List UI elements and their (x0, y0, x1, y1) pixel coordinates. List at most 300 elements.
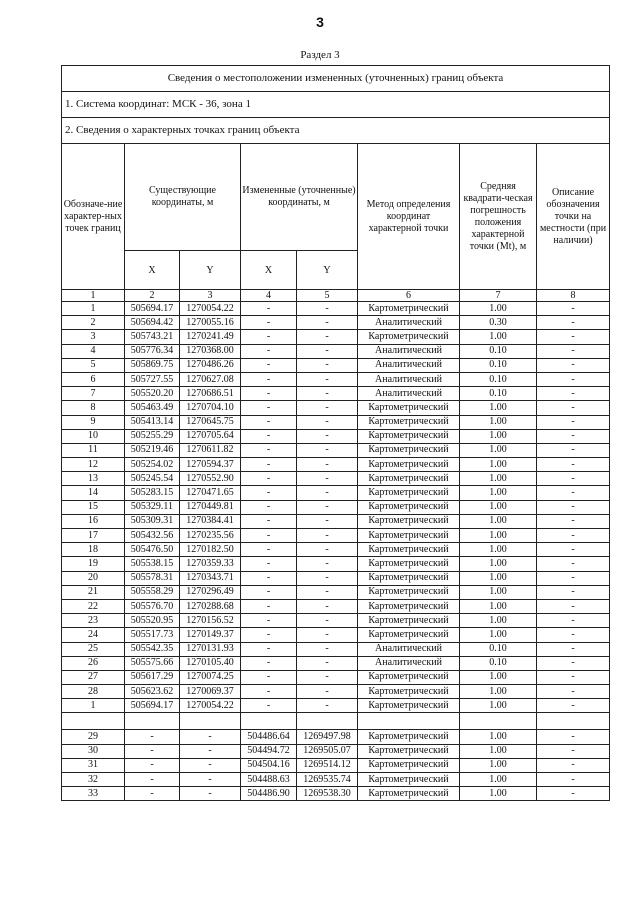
table-row (62, 330, 610, 344)
changed-x-cell: - (241, 699, 297, 713)
changed-y-cell: - (297, 401, 358, 415)
changed-x-cell: - (241, 486, 297, 500)
column-number: 3 (180, 290, 241, 302)
coordinate-system: 1. Система координат: МСК - 36, зона 1 (62, 92, 610, 118)
changed-x-cell: - (241, 656, 297, 670)
table-row (62, 472, 610, 486)
changed-x-cell: - (241, 557, 297, 571)
existing-x-cell: 505255.29 (125, 429, 180, 443)
existing-x-cell: 505520.20 (125, 387, 180, 401)
header-changed-coords: Измененные (уточненные) координаты, м (241, 144, 358, 251)
changed-y-cell: - (297, 429, 358, 443)
accuracy-cell: 1.00 (460, 614, 537, 628)
changed-y-cell: - (297, 628, 358, 642)
existing-y-cell: 1270054.22 (180, 302, 241, 316)
point-number-cell: 23 (62, 614, 125, 628)
point-number-cell: 30 (62, 744, 125, 758)
changed-x-cell: - (241, 330, 297, 344)
changed-x-cell: 504486.90 (241, 787, 297, 801)
changed-x-cell: - (241, 685, 297, 699)
changed-y-cell: - (297, 302, 358, 316)
method-cell: Картометрический (358, 773, 460, 787)
changed-x-cell: - (241, 344, 297, 358)
existing-x-cell: 505219.46 (125, 443, 180, 457)
description-cell: - (537, 773, 610, 787)
existing-x-cell: 505329.11 (125, 500, 180, 514)
method-cell: Картометрический (358, 543, 460, 557)
point-number-cell: 11 (62, 443, 125, 457)
existing-x-cell: 505245.54 (125, 472, 180, 486)
changed-x-cell: - (241, 514, 297, 528)
existing-x-cell: 505776.34 (125, 344, 180, 358)
accuracy-cell: 1.00 (460, 585, 537, 599)
existing-y-cell: 1270343.71 (180, 571, 241, 585)
existing-y-cell: 1270156.52 (180, 614, 241, 628)
description-cell: - (537, 429, 610, 443)
description-cell: - (537, 443, 610, 457)
empty-cell (62, 713, 125, 730)
changed-x-cell: 504504.16 (241, 758, 297, 772)
existing-x-cell: 505576.70 (125, 599, 180, 613)
table-row (62, 599, 610, 613)
method-cell: Картометрический (358, 500, 460, 514)
empty-cell (297, 713, 358, 730)
method-cell: Картометрический (358, 787, 460, 801)
existing-x-cell: 505476.50 (125, 543, 180, 557)
accuracy-cell: 1.00 (460, 514, 537, 528)
description-cell: - (537, 387, 610, 401)
point-number-cell: 25 (62, 642, 125, 656)
point-number-cell: 32 (62, 773, 125, 787)
table-row (62, 543, 610, 557)
empty-cell (358, 713, 460, 730)
accuracy-cell: 1.00 (460, 429, 537, 443)
points-heading: 2. Сведения о характерных точках границ объекта (62, 118, 610, 144)
changed-x-cell: - (241, 599, 297, 613)
existing-x-cell: - (125, 730, 180, 744)
column-number: 8 (537, 290, 610, 302)
table-row (62, 628, 610, 642)
existing-y-cell: 1270552.90 (180, 472, 241, 486)
description-cell: - (537, 585, 610, 599)
description-cell: - (537, 543, 610, 557)
accuracy-cell: 1.00 (460, 744, 537, 758)
changed-y-cell: - (297, 571, 358, 585)
existing-x-cell: 505575.66 (125, 656, 180, 670)
header-existing-y: Y (180, 251, 241, 290)
description-cell: - (537, 458, 610, 472)
method-cell: Аналитический (358, 372, 460, 386)
description-cell: - (537, 344, 610, 358)
changed-y-cell: 1269505.07 (297, 744, 358, 758)
existing-x-cell: 505413.14 (125, 415, 180, 429)
table-row (62, 302, 610, 316)
method-cell: Картометрический (358, 557, 460, 571)
existing-y-cell: 1270359.33 (180, 557, 241, 571)
table-row (62, 529, 610, 543)
accuracy-cell: 0.10 (460, 358, 537, 372)
point-number-cell: 31 (62, 758, 125, 772)
method-cell: Картометрический (358, 730, 460, 744)
table-row (62, 401, 610, 415)
changed-y-cell: 1269538.30 (297, 787, 358, 801)
description-cell: - (537, 599, 610, 613)
existing-x-cell: - (125, 787, 180, 801)
section-label: Раздел 3 (300, 49, 340, 61)
existing-y-cell: 1270131.93 (180, 642, 241, 656)
description-cell: - (537, 529, 610, 543)
description-cell: - (537, 656, 610, 670)
table-row (62, 557, 610, 571)
separator-row (62, 713, 610, 730)
changed-y-cell: - (297, 656, 358, 670)
empty-cell (180, 713, 241, 730)
method-cell: Картометрический (358, 628, 460, 642)
table-row (62, 514, 610, 528)
description-cell: - (537, 699, 610, 713)
changed-x-cell: - (241, 670, 297, 684)
description-cell: - (537, 758, 610, 772)
accuracy-cell: 0.10 (460, 387, 537, 401)
changed-x-cell: - (241, 401, 297, 415)
point-number-cell: 13 (62, 472, 125, 486)
existing-y-cell: - (180, 787, 241, 801)
description-cell: - (537, 302, 610, 316)
table-row (62, 316, 610, 330)
changed-x-cell: 504494.72 (241, 744, 297, 758)
changed-y-cell: - (297, 443, 358, 457)
accuracy-cell: 1.00 (460, 730, 537, 744)
changed-x-cell: 504486.64 (241, 730, 297, 744)
existing-y-cell: 1270384.41 (180, 514, 241, 528)
accuracy-cell: 0.30 (460, 316, 537, 330)
existing-y-cell: 1270074.25 (180, 670, 241, 684)
method-cell: Картометрический (358, 514, 460, 528)
changed-y-cell: - (297, 344, 358, 358)
point-number-cell: 5 (62, 358, 125, 372)
table-row (62, 443, 610, 457)
header-existing-coords: Существующие координаты, м (125, 144, 241, 251)
existing-y-cell: 1270449.81 (180, 500, 241, 514)
method-cell: Аналитический (358, 642, 460, 656)
changed-y-cell: - (297, 458, 358, 472)
point-number-cell: 2 (62, 316, 125, 330)
accuracy-cell: 1.00 (460, 685, 537, 699)
changed-y-cell: - (297, 415, 358, 429)
existing-x-cell: 505463.49 (125, 401, 180, 415)
accuracy-cell: 1.00 (460, 401, 537, 415)
existing-y-cell: - (180, 730, 241, 744)
point-number-cell: 1 (62, 699, 125, 713)
accuracy-cell: 1.00 (460, 500, 537, 514)
page-number: 3 (316, 14, 324, 30)
method-cell: Картометрический (358, 415, 460, 429)
existing-x-cell: - (125, 744, 180, 758)
existing-y-cell: 1270241.49 (180, 330, 241, 344)
table-row (62, 787, 610, 801)
changed-y-cell: - (297, 699, 358, 713)
table-row (62, 372, 610, 386)
existing-x-cell: 505520.95 (125, 614, 180, 628)
header-method: Метод определения координат характерной точки (358, 144, 460, 290)
point-number-cell: 20 (62, 571, 125, 585)
method-cell: Аналитический (358, 358, 460, 372)
existing-x-cell: 505694.17 (125, 302, 180, 316)
point-number-cell: 1 (62, 302, 125, 316)
existing-y-cell: 1270235.56 (180, 529, 241, 543)
changed-x-cell: - (241, 571, 297, 585)
description-cell: - (537, 500, 610, 514)
header-description: Описание обозначения точки на местности (при наличии) (537, 144, 610, 290)
table-row (62, 500, 610, 514)
description-cell: - (537, 472, 610, 486)
accuracy-cell: 0.10 (460, 344, 537, 358)
method-cell: Картометрический (358, 472, 460, 486)
changed-x-cell: - (241, 585, 297, 599)
empty-cell (460, 713, 537, 730)
point-number-cell: 29 (62, 730, 125, 744)
changed-y-cell: - (297, 387, 358, 401)
changed-x-cell: - (241, 302, 297, 316)
method-cell: Картометрический (358, 401, 460, 415)
accuracy-cell: 1.00 (460, 670, 537, 684)
column-number: 2 (125, 290, 180, 302)
accuracy-cell: 1.00 (460, 415, 537, 429)
table-row (62, 585, 610, 599)
method-cell: Картометрический (358, 685, 460, 699)
method-cell: Аналитический (358, 316, 460, 330)
accuracy-cell: 1.00 (460, 529, 537, 543)
point-number-cell: 4 (62, 344, 125, 358)
empty-cell (537, 713, 610, 730)
method-cell: Картометрический (358, 585, 460, 599)
table-row (62, 429, 610, 443)
accuracy-cell: 1.00 (460, 557, 537, 571)
changed-y-cell: - (297, 543, 358, 557)
method-cell: Картометрический (358, 571, 460, 585)
existing-y-cell: - (180, 744, 241, 758)
changed-y-cell: - (297, 557, 358, 571)
existing-y-cell: 1270471.65 (180, 486, 241, 500)
changed-x-cell: - (241, 642, 297, 656)
changed-y-cell: - (297, 514, 358, 528)
table-row (62, 387, 610, 401)
method-cell: Картометрический (358, 486, 460, 500)
existing-y-cell: 1270105.40 (180, 656, 241, 670)
existing-x-cell: 505432.56 (125, 529, 180, 543)
header-changed-y: Y (297, 251, 358, 290)
description-cell: - (537, 614, 610, 628)
column-number: 5 (297, 290, 358, 302)
header-existing-x: X (125, 251, 180, 290)
method-cell: Картометрический (358, 429, 460, 443)
changed-x-cell: - (241, 543, 297, 557)
header-designation: Обозначе-ние характер-ных точек границ (62, 144, 125, 290)
point-number-cell: 14 (62, 486, 125, 500)
table-row (62, 358, 610, 372)
changed-y-cell: - (297, 500, 358, 514)
accuracy-cell: 1.00 (460, 571, 537, 585)
description-cell: - (537, 358, 610, 372)
existing-y-cell: 1270704.10 (180, 401, 241, 415)
changed-y-cell: - (297, 486, 358, 500)
point-number-cell: 6 (62, 372, 125, 386)
point-number-cell: 33 (62, 787, 125, 801)
existing-y-cell: - (180, 758, 241, 772)
table-row (62, 656, 610, 670)
existing-y-cell: 1270705.64 (180, 429, 241, 443)
method-cell: Картометрический (358, 744, 460, 758)
description-cell: - (537, 372, 610, 386)
point-number-cell: 21 (62, 585, 125, 599)
existing-x-cell: 505283.15 (125, 486, 180, 500)
existing-y-cell: 1270486.26 (180, 358, 241, 372)
existing-y-cell: 1270627.08 (180, 372, 241, 386)
empty-cell (125, 713, 180, 730)
point-number-cell: 12 (62, 458, 125, 472)
table-row (62, 744, 610, 758)
changed-x-cell: - (241, 429, 297, 443)
table-row (62, 773, 610, 787)
changed-y-cell: - (297, 585, 358, 599)
existing-x-cell: 505517.73 (125, 628, 180, 642)
existing-y-cell: 1270296.49 (180, 585, 241, 599)
method-cell: Аналитический (358, 656, 460, 670)
existing-x-cell: - (125, 773, 180, 787)
table-row (62, 614, 610, 628)
existing-x-cell: 505558.29 (125, 585, 180, 599)
method-cell: Аналитический (358, 344, 460, 358)
point-number-cell: 3 (62, 330, 125, 344)
table-row (62, 571, 610, 585)
header-changed-x: X (241, 251, 297, 290)
accuracy-cell: 1.00 (460, 330, 537, 344)
existing-x-cell: 505254.02 (125, 458, 180, 472)
existing-x-cell: 505538.15 (125, 557, 180, 571)
point-number-cell: 15 (62, 500, 125, 514)
accuracy-cell: 0.10 (460, 372, 537, 386)
changed-y-cell: 1269535.74 (297, 773, 358, 787)
changed-x-cell: 504488.63 (241, 773, 297, 787)
existing-x-cell: 505727.55 (125, 372, 180, 386)
method-cell: Картометрический (358, 458, 460, 472)
existing-y-cell: 1270288.68 (180, 599, 241, 613)
table-row (62, 486, 610, 500)
method-cell: Аналитический (358, 387, 460, 401)
accuracy-cell: 1.00 (460, 773, 537, 787)
existing-x-cell: 505869.75 (125, 358, 180, 372)
point-number-cell: 18 (62, 543, 125, 557)
existing-x-cell: 505694.17 (125, 699, 180, 713)
existing-y-cell: 1270069.37 (180, 685, 241, 699)
empty-cell (241, 713, 297, 730)
accuracy-cell: 1.00 (460, 699, 537, 713)
existing-y-cell: 1270182.50 (180, 543, 241, 557)
point-number-cell: 9 (62, 415, 125, 429)
description-cell: - (537, 401, 610, 415)
accuracy-cell: 1.00 (460, 599, 537, 613)
table-title: Сведения о местоположении измененных (уточненных) границ объекта (62, 66, 610, 92)
point-number-cell: 27 (62, 670, 125, 684)
existing-y-cell: 1270645.75 (180, 415, 241, 429)
changed-y-cell: - (297, 685, 358, 699)
table-row (62, 685, 610, 699)
existing-y-cell: 1270368.00 (180, 344, 241, 358)
method-cell: Картометрический (358, 443, 460, 457)
table-row (62, 730, 610, 744)
description-cell: - (537, 730, 610, 744)
existing-x-cell: - (125, 758, 180, 772)
point-number-cell: 22 (62, 599, 125, 613)
existing-x-cell: 505694.42 (125, 316, 180, 330)
existing-x-cell: 505309.31 (125, 514, 180, 528)
point-number-cell: 17 (62, 529, 125, 543)
point-number-cell: 10 (62, 429, 125, 443)
table-row (62, 670, 610, 684)
accuracy-cell: 0.10 (460, 642, 537, 656)
description-cell: - (537, 486, 610, 500)
method-cell: Картометрический (358, 529, 460, 543)
method-cell: Картометрический (358, 330, 460, 344)
changed-x-cell: - (241, 316, 297, 330)
changed-y-cell: - (297, 372, 358, 386)
method-cell: Картометрический (358, 670, 460, 684)
changed-y-cell: - (297, 358, 358, 372)
description-cell: - (537, 415, 610, 429)
accuracy-cell: 1.00 (460, 302, 537, 316)
method-cell: Картометрический (358, 302, 460, 316)
description-cell: - (537, 330, 610, 344)
table-row (62, 458, 610, 472)
changed-y-cell: - (297, 670, 358, 684)
accuracy-cell: 1.00 (460, 458, 537, 472)
description-cell: - (537, 685, 610, 699)
method-cell: Картометрический (358, 599, 460, 613)
accuracy-cell: 1.00 (460, 543, 537, 557)
table-row (62, 699, 610, 713)
point-number-cell: 26 (62, 656, 125, 670)
existing-y-cell: 1270594.37 (180, 458, 241, 472)
changed-x-cell: - (241, 358, 297, 372)
description-cell: - (537, 628, 610, 642)
method-cell: Картометрический (358, 614, 460, 628)
point-number-cell: 16 (62, 514, 125, 528)
description-cell: - (537, 670, 610, 684)
existing-y-cell: - (180, 773, 241, 787)
accuracy-cell: 1.00 (460, 472, 537, 486)
column-number: 1 (62, 290, 125, 302)
changed-x-cell: - (241, 415, 297, 429)
point-number-cell: 19 (62, 557, 125, 571)
description-cell: - (537, 557, 610, 571)
changed-y-cell: 1269497.98 (297, 730, 358, 744)
boundary-points-table (61, 65, 610, 801)
point-number-cell: 24 (62, 628, 125, 642)
changed-y-cell: 1269514.12 (297, 758, 358, 772)
accuracy-cell: 1.00 (460, 628, 537, 642)
changed-x-cell: - (241, 372, 297, 386)
existing-x-cell: 505623.62 (125, 685, 180, 699)
existing-x-cell: 505578.31 (125, 571, 180, 585)
changed-y-cell: - (297, 614, 358, 628)
point-number-cell: 8 (62, 401, 125, 415)
existing-y-cell: 1270055.16 (180, 316, 241, 330)
description-cell: - (537, 571, 610, 585)
accuracy-cell: 0.10 (460, 656, 537, 670)
column-number: 7 (460, 290, 537, 302)
method-cell: Картометрический (358, 699, 460, 713)
method-cell: Картометрический (358, 758, 460, 772)
